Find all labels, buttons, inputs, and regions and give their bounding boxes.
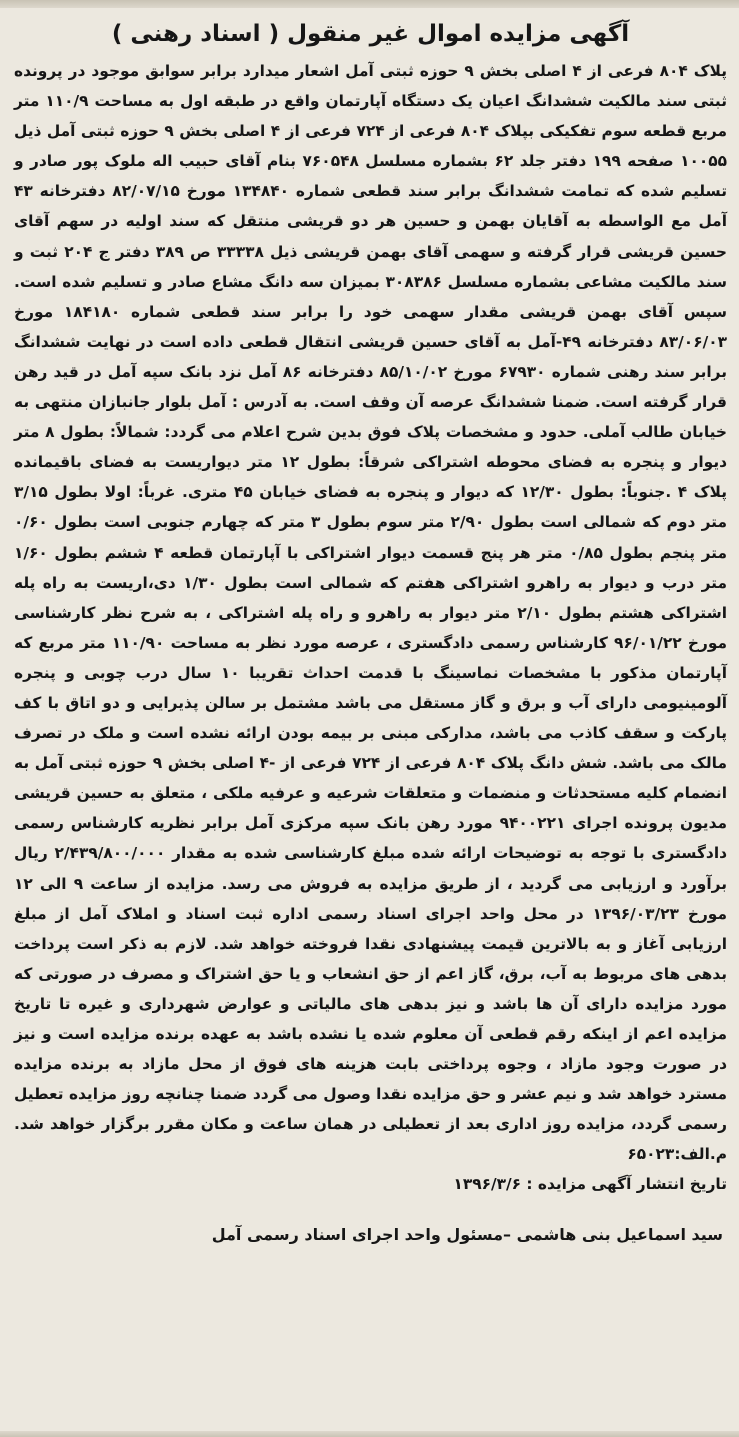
bottom-divider xyxy=(0,1431,739,1437)
notice-title: آگهی مزایده اموال غیر منقول ( اسناد رهنی ) xyxy=(111,21,630,47)
notice-body: پلاک ۸۰۴ فرعی از ۴ اصلی بخش ۹ حوزه ثبتی آمل اشعار میدارد برابر سوابق موجود در پرونده ثبتی سند مالکیت ششدانگ اعیان یک دستگاه آپارتمان واقع در طبقه اول به مساحت ۱۱۰/۹ متر مربع قطعه سوم تفکیکی بپلاک ۸۰۴ فرعی از ۷۲۴ فرعی از ۴ اصلی بخش ۹ حوزه ثبتی آمل ذیل ۱۰۰۵۵ صفحه ۱۹۹ دفتر جلد ۶۲ بشماره مسلسل ۷۶۰۵۴۸ بنام آقای حبیب اله ملوک پور صادر و تسلیم شده که تمامت ششدانگ برابر سند قطعی شماره ۱۳۴۸۴۰ مورخ ۸۲/۰۷/۱۵ دفترخانه ۴۳ آمل مع الواسطه به آقایان بهمن و حسین هر دو قریشی منتقل که سند اولیه در سهم آقای حسین قریشی قرار گرفته و سهمی آقای بهمن قریشی ذیل ۳۳۳۳۸ ص ۳۸۹ دفتر ج ۲۰۴ ثبت و سند مالکیت مشاعی بشماره مسلسل ۳۰۸۳۸۶ بمیزان سه دانگ مشاع صادر و تسلیم شده است. سپس آقای بهمن قریشی مقدار سهمی خود را برابر سند قطعی شماره ۱۸۴۱۸۰ مورخ ۸۳/۰۶/۰۳ دفترخانه ۴۹-آمل به آقای حسین قریشی انتقال قطعی داده است در نهایت ششدانگ برابر سند رهنی شماره ۶۷۹۳۰ مورخ ۸۵/۱۰/۰۲ دفترخانه ۸۶ آمل نزد بانک سپه آمل در قید رهن قرار گرفته است. ضمنا ششدانگ عرصه آن وقف است. به آدرس : آمل بلوار جانبازان منتهی به خیابان طالب آملی. حدود و مشخصات پلاک فوق بدین شرح اعلام می گردد: شمالاً: بطول ۸ متر دیوار و پنجره به فضای محوطه اشتراکی شرقاً: بطول ۱۲ متر دیواریست به فضای باقیمانده پلاک ۴ .جنوباً: بطول ۱۲/۳۰ که دیوار و پنجره به فضای خیابان ۴۵ متری. غرباً: اولا بطول ۳/۱۵ متر دوم که شمالی است بطول ۲/۹۰ متر سوم بطول ۳ متر که چهارم جنوبی است بطول ۰/۶۰ متر پنجم بطول ۰/۸۵ متر هر پنج قسمت دیوار اشتراکی با آپارتمان قطعه ۴ ششم بطول ۱/۶۰ متر درب و دیوار به راهرو اشتراکی هفتم که شمالی است بطول ۱/۳۰ دی،اریست به راه پله اشتراکی هشتم بطول ۲/۱۰ متر دیوار به راهرو و راه پله اشتراکی ، به شرح نظر کارشناسی مورخ ۹۶/۰۱/۲۲ کارشناس رسمی دادگستری ، عرصه مورد نظر به مساحت ۱۱۰/۹۰ متر مربع که آپارتمان مذکور با مشخصات نماسینگ با قدمت احداث تقریبا ۱۰ سال درب چوبی و پنجره آلومینیومی دارای آب و برق و گاز مستقل می باشد مشتمل بر سالن پذیرایی و دو اتاق با کف پارکت و سقف کاذب می باشد، مدارکی مبنی بر بیمه بودن ارائه نشده است و ملک در تصرف مالک می باشد. شش دانگ پلاک ۸۰۴ فرعی از ۷۲۴ فرعی از -۴ اصلی بخش ۹ حوزه ثبتی آمل به انضمام کلیه مستحدثات و منضمات و متعلقات شرعیه و عرفیه ملکی ، متعلق به حسین قریشی مدیون پرونده اجرای ۹۴۰۰۲۲۱ مورد رهن بانک سپه مرکزی آمل برابر نظریه کارشناس رسمی دادگستری با توجه به توضیحات ارائه شده مبلغ کارشناسی شده به مقدار ۲/۴۳۹/۸۰۰/۰۰۰ ریال برآورد و ارزیابی می گردید ، از طریق مزایده به فروش می رسد. مزایده از ساعت ۹ الی ۱۲ مورخ ۱۳۹۶/۰۳/۲۳ در محل واحد اجرای اسناد رسمی اداره ثبت اسناد و املاک آمل از مبلغ ارزیابی آغاز و به بالاترین قیمت پیشنهادی نقدا فروخته خواهد شد. لازم به ذکر است پرداخت بدهی های مربوط به آب، برق، گاز اعم از حق انشعاب و یا حق اشتراک و مصرف در صورتی که مورد مزایده دارای آن ها باشد و نیز بدهی های مالیاتی و عوارض شهرداری و غیره تا تاریخ مزایده اعم از اینکه رقم قطعی آن معلوم شده یا نشده باشد به عهده برنده مزایده است و نیز در صورت وجود مازاد ، وجوه پرداختی بابت هزینه های فوق از محل مازاد به برنده مزایده مسترد خواهد شد و نیم عشر و حق مزایده نقدا وصول می گردد ضمنا چنانچه روز مزایده تعطیل رسمی گردد، مزایده روز اداری بعد از تعطیلی در همان ساعت و مکان مقرر برگزار خواهد شد. م.الف:۶۵۰۲۳ xyxy=(14,62,728,1164)
top-divider xyxy=(0,0,739,8)
publication-date: تاریخ انتشار آگهی مزایده : ۱۳۹۶/۳/۶ xyxy=(453,1175,727,1194)
signature: سید اسماعیل بنی هاشمی –مسئول واحد اجرای اسناد رسمی آمل xyxy=(211,1224,723,1244)
